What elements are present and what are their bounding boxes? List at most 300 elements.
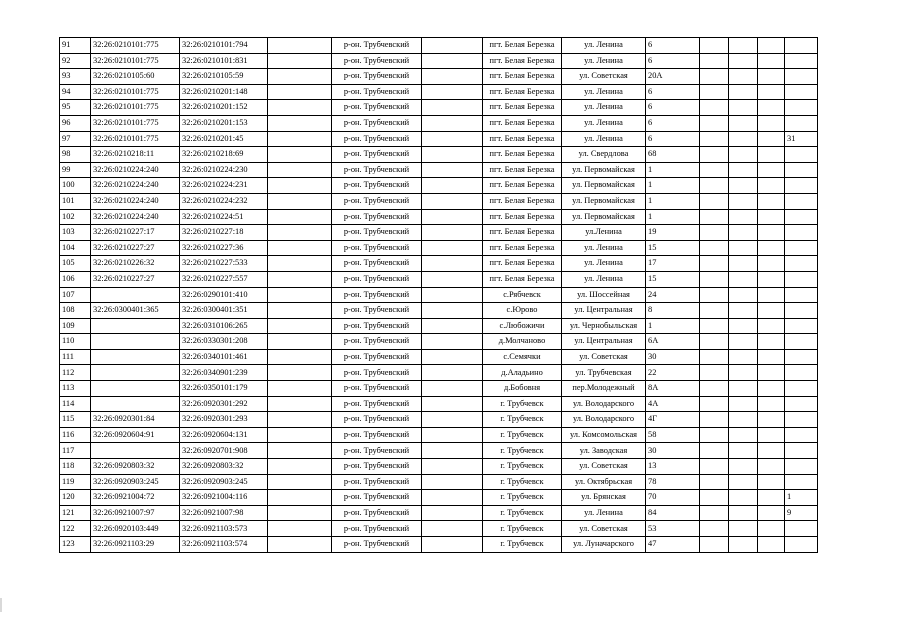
table-row xyxy=(60,271,818,287)
table-row xyxy=(60,193,818,209)
empty-cell xyxy=(700,334,729,350)
empty-cell xyxy=(729,412,758,428)
empty-cell xyxy=(729,69,758,85)
empty-cell xyxy=(729,53,758,69)
extra-value-cell xyxy=(785,318,818,334)
empty-cell xyxy=(758,443,785,459)
source-cadastral-number-cell: 32:26:0210224:240 xyxy=(91,178,180,194)
cadastral-number-cell: 32:26:0921103:573 xyxy=(180,521,268,537)
table-row xyxy=(60,53,818,69)
table-row xyxy=(60,162,818,178)
empty-cell xyxy=(700,209,729,225)
district-cell: р-он. Трубчевский xyxy=(332,53,422,69)
locality-cell: г. Трубчевск xyxy=(483,412,562,428)
empty-cell xyxy=(268,38,332,54)
house-number-cell: 19 xyxy=(646,225,700,241)
district-cell: р-он. Трубчевский xyxy=(332,100,422,116)
empty-cell xyxy=(758,427,785,443)
house-number-cell: 15 xyxy=(646,271,700,287)
empty-cell xyxy=(700,474,729,490)
source-cadastral-number-cell: 32:26:0210101:775 xyxy=(91,131,180,147)
house-number-cell: 6 xyxy=(646,53,700,69)
extra-value-cell xyxy=(785,381,818,397)
empty-cell xyxy=(700,115,729,131)
locality-cell: пгт. Белая Березка xyxy=(483,53,562,69)
street-cell: ул. Центральная xyxy=(562,303,646,319)
empty-cell xyxy=(758,349,785,365)
source-cadastral-number-cell: 32:26:0210101:775 xyxy=(91,84,180,100)
row-number-cell: 106 xyxy=(60,271,91,287)
extra-value-cell xyxy=(785,240,818,256)
empty-cell xyxy=(729,193,758,209)
cadastral-number-cell: 32:26:0210227:36 xyxy=(180,240,268,256)
empty-cell xyxy=(700,365,729,381)
empty-cell xyxy=(758,193,785,209)
house-number-cell: 30 xyxy=(646,349,700,365)
district-cell: р-он. Трубчевский xyxy=(332,225,422,241)
locality-cell: пгт. Белая Березка xyxy=(483,131,562,147)
street-cell: ул.Ленина xyxy=(562,225,646,241)
source-cadastral-number-cell: 32:26:0210227:27 xyxy=(91,240,180,256)
house-number-cell: 6 xyxy=(646,84,700,100)
extra-value-cell xyxy=(785,287,818,303)
empty-cell xyxy=(758,459,785,475)
empty-cell xyxy=(758,303,785,319)
empty-cell xyxy=(422,334,483,350)
house-number-cell: 68 xyxy=(646,147,700,163)
street-cell: ул. Ленина xyxy=(562,256,646,272)
empty-cell xyxy=(268,334,332,350)
empty-cell xyxy=(758,147,785,163)
table-row xyxy=(60,427,818,443)
district-cell: р-он. Трубчевский xyxy=(332,334,422,350)
locality-cell: г. Трубчевск xyxy=(483,427,562,443)
house-number-cell: 1 xyxy=(646,162,700,178)
empty-cell xyxy=(758,38,785,54)
house-number-cell: 58 xyxy=(646,427,700,443)
district-cell: р-он. Трубчевский xyxy=(332,459,422,475)
row-number-cell: 113 xyxy=(60,381,91,397)
locality-cell: с.Рябчевск xyxy=(483,287,562,303)
table-row xyxy=(60,349,818,365)
empty-cell xyxy=(729,147,758,163)
locality-cell: пгт. Белая Березка xyxy=(483,178,562,194)
locality-cell: пгт. Белая Березка xyxy=(483,84,562,100)
district-cell: р-он. Трубчевский xyxy=(332,381,422,397)
cadastral-number-cell: 32:26:0290101:410 xyxy=(180,287,268,303)
cadastral-number-cell: 32:26:0330301:208 xyxy=(180,334,268,350)
empty-cell xyxy=(700,162,729,178)
source-cadastral-number-cell: 32:26:0210101:775 xyxy=(91,53,180,69)
row-number-cell: 111 xyxy=(60,349,91,365)
row-number-cell: 91 xyxy=(60,38,91,54)
source-cadastral-number-cell xyxy=(91,318,180,334)
empty-cell xyxy=(729,537,758,553)
row-number-cell: 99 xyxy=(60,162,91,178)
empty-cell xyxy=(729,287,758,303)
cadastral-number-cell: 32:26:0920701:908 xyxy=(180,443,268,459)
street-cell: ул. Луначарского xyxy=(562,537,646,553)
district-cell: р-он. Трубчевский xyxy=(332,84,422,100)
table-row xyxy=(60,69,818,85)
source-cadastral-number-cell: 32:26:0210224:240 xyxy=(91,193,180,209)
locality-cell: пгт. Белая Березка xyxy=(483,209,562,225)
row-number-cell: 122 xyxy=(60,521,91,537)
row-number-cell: 92 xyxy=(60,53,91,69)
empty-cell xyxy=(729,271,758,287)
empty-cell xyxy=(422,256,483,272)
empty-cell xyxy=(700,256,729,272)
empty-cell xyxy=(268,521,332,537)
empty-cell xyxy=(268,490,332,506)
extra-value-cell xyxy=(785,209,818,225)
empty-cell xyxy=(268,443,332,459)
cadastral-number-cell: 32:26:0920301:293 xyxy=(180,412,268,428)
empty-cell xyxy=(700,147,729,163)
empty-cell xyxy=(758,365,785,381)
house-number-cell: 15 xyxy=(646,240,700,256)
extra-value-cell xyxy=(785,537,818,553)
street-cell: ул. Трубчевская xyxy=(562,365,646,381)
district-cell: р-он. Трубчевский xyxy=(332,474,422,490)
locality-cell: г. Трубчевск xyxy=(483,474,562,490)
locality-cell: пгт. Белая Березка xyxy=(483,162,562,178)
empty-cell xyxy=(729,396,758,412)
empty-cell xyxy=(268,271,332,287)
street-cell: ул. Володарского xyxy=(562,396,646,412)
house-number-cell: 20А xyxy=(646,69,700,85)
source-cadastral-number-cell xyxy=(91,365,180,381)
locality-cell: с.Юрово xyxy=(483,303,562,319)
empty-cell xyxy=(422,318,483,334)
empty-cell xyxy=(422,225,483,241)
source-cadastral-number-cell: 32:26:0210218:11 xyxy=(91,147,180,163)
empty-cell xyxy=(729,505,758,521)
street-cell: ул. Ленина xyxy=(562,84,646,100)
empty-cell xyxy=(268,240,332,256)
empty-cell xyxy=(700,537,729,553)
empty-cell xyxy=(700,303,729,319)
empty-cell xyxy=(758,53,785,69)
empty-cell xyxy=(729,240,758,256)
source-cadastral-number-cell: 32:26:0300401:365 xyxy=(91,303,180,319)
empty-cell xyxy=(700,100,729,116)
empty-cell xyxy=(422,100,483,116)
empty-cell xyxy=(700,193,729,209)
row-number-cell: 110 xyxy=(60,334,91,350)
table-body xyxy=(60,38,818,553)
district-cell: р-он. Трубчевский xyxy=(332,505,422,521)
locality-cell: г. Трубчевск xyxy=(483,490,562,506)
street-cell: пер.Молодежный xyxy=(562,381,646,397)
empty-cell xyxy=(729,209,758,225)
district-cell: р-он. Трубчевский xyxy=(332,271,422,287)
empty-cell xyxy=(758,256,785,272)
source-cadastral-number-cell: 32:26:0210101:775 xyxy=(91,38,180,54)
empty-cell xyxy=(729,443,758,459)
empty-cell xyxy=(700,271,729,287)
row-number-cell: 102 xyxy=(60,209,91,225)
empty-cell xyxy=(268,225,332,241)
empty-cell xyxy=(729,100,758,116)
empty-cell xyxy=(268,459,332,475)
table-row xyxy=(60,115,818,131)
extra-value-cell xyxy=(785,147,818,163)
empty-cell xyxy=(422,537,483,553)
empty-cell xyxy=(758,209,785,225)
locality-cell: пгт. Белая Березка xyxy=(483,38,562,54)
district-cell: р-он. Трубчевский xyxy=(332,193,422,209)
extra-value-cell xyxy=(785,349,818,365)
row-number-cell: 97 xyxy=(60,131,91,147)
street-cell: ул. Ленина xyxy=(562,271,646,287)
row-number-cell: 108 xyxy=(60,303,91,319)
street-cell: ул. Первомайская xyxy=(562,178,646,194)
empty-cell xyxy=(268,69,332,85)
empty-cell xyxy=(729,115,758,131)
cadastral-number-cell: 32:26:0920301:292 xyxy=(180,396,268,412)
cadastral-number-cell: 32:26:0210105:59 xyxy=(180,69,268,85)
empty-cell xyxy=(729,38,758,54)
cadastral-number-cell: 32:26:0340901:239 xyxy=(180,365,268,381)
empty-cell xyxy=(700,178,729,194)
row-number-cell: 96 xyxy=(60,115,91,131)
extra-value-cell xyxy=(785,162,818,178)
empty-cell xyxy=(422,193,483,209)
source-cadastral-number-cell: 32:26:0920301:84 xyxy=(91,412,180,428)
empty-cell xyxy=(422,271,483,287)
cadastral-number-cell: 32:26:0921103:574 xyxy=(180,537,268,553)
source-cadastral-number-cell: 32:26:0920604:91 xyxy=(91,427,180,443)
extra-value-cell xyxy=(785,334,818,350)
house-number-cell: 6А xyxy=(646,334,700,350)
cadastral-number-cell: 32:26:0210227:533 xyxy=(180,256,268,272)
street-cell: ул. Первомайская xyxy=(562,162,646,178)
cadastral-number-cell: 32:26:0920803:32 xyxy=(180,459,268,475)
street-cell: ул. Ленина xyxy=(562,505,646,521)
extra-value-cell xyxy=(785,256,818,272)
empty-cell xyxy=(422,209,483,225)
table-row xyxy=(60,396,818,412)
empty-cell xyxy=(268,318,332,334)
table-row xyxy=(60,474,818,490)
empty-cell xyxy=(268,537,332,553)
cadastral-number-cell: 32:26:0210101:794 xyxy=(180,38,268,54)
extra-value-cell xyxy=(785,38,818,54)
district-cell: р-он. Трубчевский xyxy=(332,69,422,85)
district-cell: р-он. Трубчевский xyxy=(332,412,422,428)
house-number-cell: 6 xyxy=(646,131,700,147)
empty-cell xyxy=(268,412,332,428)
district-cell: р-он. Трубчевский xyxy=(332,147,422,163)
table-row xyxy=(60,412,818,428)
empty-cell xyxy=(268,115,332,131)
extra-value-cell xyxy=(785,193,818,209)
table-row xyxy=(60,38,818,54)
locality-cell: д.Аладьино xyxy=(483,365,562,381)
district-cell: р-он. Трубчевский xyxy=(332,490,422,506)
district-cell: р-он. Трубчевский xyxy=(332,443,422,459)
empty-cell xyxy=(729,427,758,443)
street-cell: ул. Комсомольская xyxy=(562,427,646,443)
empty-cell xyxy=(268,131,332,147)
table-row xyxy=(60,459,818,475)
house-number-cell: 70 xyxy=(646,490,700,506)
street-cell: ул. Советская xyxy=(562,521,646,537)
table-row xyxy=(60,100,818,116)
locality-cell: с.Любожичи xyxy=(483,318,562,334)
empty-cell xyxy=(700,490,729,506)
source-cadastral-number-cell xyxy=(91,443,180,459)
cadastral-number-cell: 32:26:0920903:245 xyxy=(180,474,268,490)
house-number-cell: 13 xyxy=(646,459,700,475)
source-cadastral-number-cell: 32:26:0921007:97 xyxy=(91,505,180,521)
empty-cell xyxy=(700,349,729,365)
house-number-cell: 1 xyxy=(646,318,700,334)
cadastral-number-cell: 32:26:0210101:831 xyxy=(180,53,268,69)
extra-value-cell xyxy=(785,271,818,287)
street-cell: ул. Володарского xyxy=(562,412,646,428)
empty-cell xyxy=(729,334,758,350)
empty-cell xyxy=(422,396,483,412)
empty-cell xyxy=(422,178,483,194)
empty-cell xyxy=(268,162,332,178)
row-number-cell: 95 xyxy=(60,100,91,116)
source-cadastral-number-cell: 32:26:0210224:240 xyxy=(91,162,180,178)
empty-cell xyxy=(758,84,785,100)
source-cadastral-number-cell: 32:26:0920803:32 xyxy=(91,459,180,475)
house-number-cell: 8А xyxy=(646,381,700,397)
empty-cell xyxy=(422,412,483,428)
district-cell: р-он. Трубчевский xyxy=(332,162,422,178)
empty-cell xyxy=(758,115,785,131)
empty-cell xyxy=(729,474,758,490)
empty-cell xyxy=(268,505,332,521)
table-row xyxy=(60,256,818,272)
table-row xyxy=(60,334,818,350)
cadastral-number-cell: 32:26:0210224:230 xyxy=(180,162,268,178)
row-number-cell: 115 xyxy=(60,412,91,428)
locality-cell: пгт. Белая Березка xyxy=(483,193,562,209)
street-cell: ул. Шоссейная xyxy=(562,287,646,303)
empty-cell xyxy=(729,381,758,397)
street-cell: ул. Октябрьская xyxy=(562,474,646,490)
source-cadastral-number-cell: 32:26:0210227:17 xyxy=(91,225,180,241)
extra-value-cell xyxy=(785,396,818,412)
cadastral-number-cell: 32:26:0210201:153 xyxy=(180,115,268,131)
locality-cell: пгт. Белая Березка xyxy=(483,100,562,116)
empty-cell xyxy=(700,38,729,54)
locality-cell: г. Трубчевск xyxy=(483,396,562,412)
district-cell: р-он. Трубчевский xyxy=(332,318,422,334)
empty-cell xyxy=(268,396,332,412)
street-cell: ул. Ленина xyxy=(562,131,646,147)
house-number-cell: 30 xyxy=(646,443,700,459)
empty-cell xyxy=(268,256,332,272)
row-number-cell: 119 xyxy=(60,474,91,490)
district-cell: р-он. Трубчевский xyxy=(332,178,422,194)
empty-cell xyxy=(268,193,332,209)
table-row xyxy=(60,505,818,521)
empty-cell xyxy=(700,84,729,100)
page-edge-mark xyxy=(0,598,2,612)
row-number-cell: 118 xyxy=(60,459,91,475)
empty-cell xyxy=(758,271,785,287)
source-cadastral-number-cell: 32:26:0210101:775 xyxy=(91,115,180,131)
empty-cell xyxy=(758,490,785,506)
table-row xyxy=(60,84,818,100)
row-number-cell: 120 xyxy=(60,490,91,506)
house-number-cell: 47 xyxy=(646,537,700,553)
empty-cell xyxy=(729,256,758,272)
table-row xyxy=(60,521,818,537)
house-number-cell: 4А xyxy=(646,396,700,412)
extra-value-cell xyxy=(785,365,818,381)
empty-cell xyxy=(729,521,758,537)
cadastral-number-cell: 32:26:0921004:116 xyxy=(180,490,268,506)
empty-cell xyxy=(758,162,785,178)
locality-cell: пгт. Белая Березка xyxy=(483,271,562,287)
table-row xyxy=(60,147,818,163)
empty-cell xyxy=(758,131,785,147)
extra-value-cell xyxy=(785,459,818,475)
house-number-cell: 22 xyxy=(646,365,700,381)
table-row xyxy=(60,443,818,459)
row-number-cell: 94 xyxy=(60,84,91,100)
table-row xyxy=(60,537,818,553)
empty-cell xyxy=(700,131,729,147)
house-number-cell: 6 xyxy=(646,100,700,116)
street-cell: ул. Ленина xyxy=(562,115,646,131)
house-number-cell: 6 xyxy=(646,115,700,131)
source-cadastral-number-cell xyxy=(91,334,180,350)
source-cadastral-number-cell xyxy=(91,381,180,397)
table-row xyxy=(60,209,818,225)
row-number-cell: 100 xyxy=(60,178,91,194)
empty-cell xyxy=(422,443,483,459)
empty-cell xyxy=(422,131,483,147)
empty-cell xyxy=(268,178,332,194)
table-row xyxy=(60,131,818,147)
empty-cell xyxy=(422,115,483,131)
source-cadastral-number-cell: 32:26:0210227:27 xyxy=(91,271,180,287)
cadastral-number-cell: 32:26:0300401:351 xyxy=(180,303,268,319)
empty-cell xyxy=(729,131,758,147)
district-cell: р-он. Трубчевский xyxy=(332,303,422,319)
empty-cell xyxy=(422,365,483,381)
house-number-cell: 4Г xyxy=(646,412,700,428)
row-number-cell: 121 xyxy=(60,505,91,521)
locality-cell: пгт. Белая Березка xyxy=(483,115,562,131)
cadastral-number-cell: 32:26:0210224:231 xyxy=(180,178,268,194)
house-number-cell: 24 xyxy=(646,287,700,303)
empty-cell xyxy=(700,412,729,428)
locality-cell: г. Трубчевск xyxy=(483,505,562,521)
table-row xyxy=(60,287,818,303)
cadastral-number-cell: 32:26:0350101:179 xyxy=(180,381,268,397)
empty-cell xyxy=(700,225,729,241)
empty-cell xyxy=(729,318,758,334)
empty-cell xyxy=(422,521,483,537)
street-cell: ул. Центральная xyxy=(562,334,646,350)
table-row xyxy=(60,365,818,381)
empty-cell xyxy=(422,84,483,100)
empty-cell xyxy=(422,349,483,365)
source-cadastral-number-cell: 32:26:0210105:60 xyxy=(91,69,180,85)
locality-cell: д.Бобовня xyxy=(483,381,562,397)
district-cell: р-он. Трубчевский xyxy=(332,115,422,131)
row-number-cell: 107 xyxy=(60,287,91,303)
